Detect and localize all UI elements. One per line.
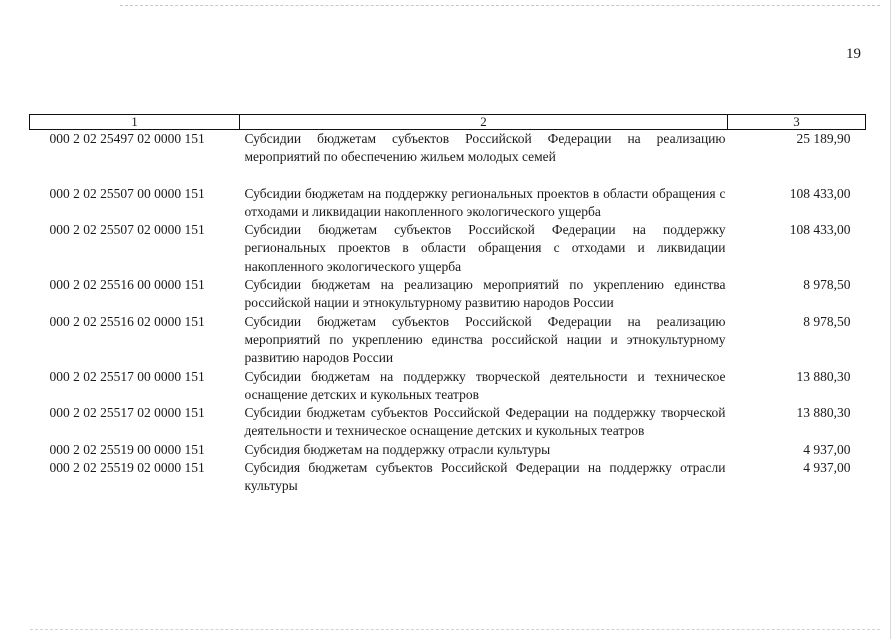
scan-edge-right [890, 0, 891, 639]
row-description: Субсидии бюджетам на поддержку региональных проектов в области обращения с отходами и ликвидации накопленного экологического ущерба [244, 185, 726, 219]
column-header-code: 1 [30, 115, 240, 130]
row-amount: 108 433,00 [789, 185, 851, 201]
table-row [30, 276, 866, 313]
table-row [30, 368, 866, 405]
row-amount: 25 189,90 [796, 131, 851, 146]
row-description: Субсидии бюджетам субъектов Российской Федерации на поддержку региональных проектов в области обращения с отходами и ликвидации накопленного экологического ущерба [244, 222, 726, 274]
table-row [30, 404, 866, 441]
row-amount: 8 978,50 [803, 277, 851, 293]
column-header-description: 2 [240, 115, 728, 130]
row-description: Субсидии бюджетам субъектов Российской Федерации на реализацию мероприятий по укреплению единства российской нации и этнокультурному развитию народов России [244, 313, 726, 366]
row-code: 000 2 02 25517 02 0000 151 [49, 405, 205, 421]
table-row [30, 130, 866, 167]
row-amount: 108 433,00 [789, 222, 851, 238]
scan-edge-bottom [30, 629, 880, 630]
row-amount: 4 937,00 [803, 460, 851, 476]
row-code: 000 2 02 25519 00 0000 151 [49, 441, 205, 457]
row-amount: 13 880,30 [796, 405, 851, 421]
spacer-row [30, 167, 866, 185]
table-header-row [30, 115, 866, 130]
row-code: 000 2 02 25507 02 0000 151 [49, 222, 205, 238]
row-code: 000 2 02 25519 02 0000 151 [49, 460, 205, 476]
row-amount: 13 880,30 [796, 368, 851, 384]
row-description: Субсидии бюджетам на поддержку творческой деятельности и техническое оснащение детских и кукольных театров [244, 368, 726, 402]
row-description: Субсидии бюджетам на реализацию мероприятий по укреплению единства российской нации и этнокультурному развитию народов России [244, 277, 726, 311]
page-number: 19 [846, 46, 861, 62]
row-amount: 8 978,50 [803, 313, 851, 329]
column-header-amount: 3 [728, 115, 866, 130]
row-description: Субсидии бюджетам субъектов Российской Федерации на реализацию мероприятий по обеспечению жильем молодых семей [244, 131, 726, 165]
table-row [30, 441, 866, 459]
table-row [30, 185, 866, 222]
row-description: Субсидии бюджетам субъектов Российской Федерации на поддержку творческой деятельности и техническое оснащение детских и кукольных театров [244, 405, 726, 439]
row-code: 000 2 02 25516 00 0000 151 [49, 277, 205, 293]
scan-edge-top [120, 5, 880, 6]
table-row [30, 313, 866, 368]
row-code: 000 2 02 25516 02 0000 151 [49, 313, 205, 329]
table-row [30, 221, 866, 276]
budget-table [29, 114, 866, 496]
row-code: 000 2 02 25497 02 0000 151 [49, 131, 205, 146]
row-description: Субсидия бюджетам на поддержку отрасли культуры [244, 441, 551, 457]
row-code: 000 2 02 25517 00 0000 151 [49, 368, 205, 384]
table-row [30, 459, 866, 496]
row-description: Субсидия бюджетам субъектов Российской Федерации на поддержку отрасли культуры [244, 460, 726, 494]
row-code: 000 2 02 25507 00 0000 151 [49, 185, 205, 201]
row-amount: 4 937,00 [803, 441, 851, 457]
